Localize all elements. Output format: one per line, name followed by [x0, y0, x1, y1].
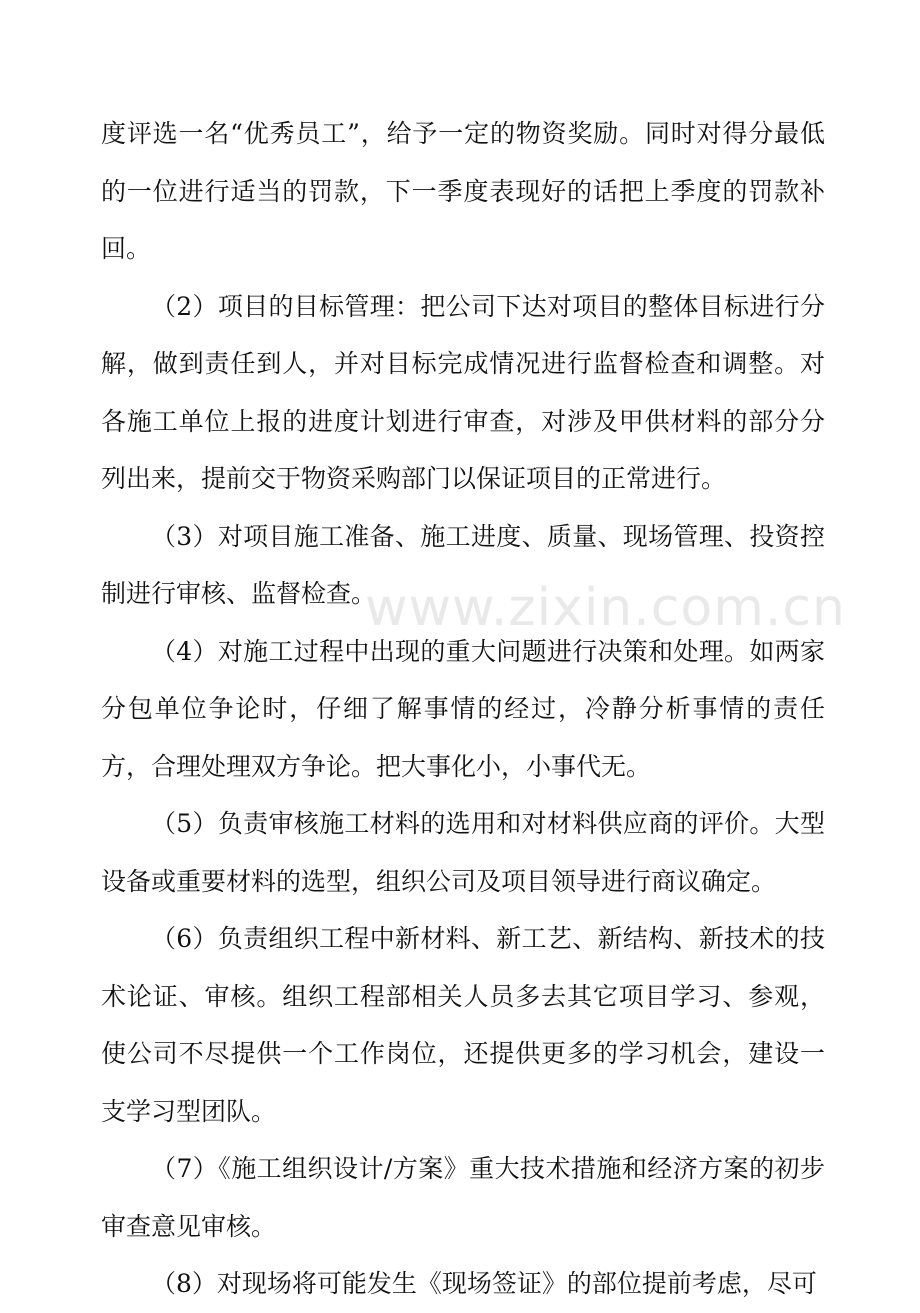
paragraph-item-7: （7）《施工组织设计/方案》重大技术措施和经济方案的初步审查意见审核。 [101, 1154, 825, 1241]
paragraph-item-8: （8）对现场将可能发生《现场签证》的部位提前考虑，尽可 [151, 1269, 817, 1298]
paragraph-item-2: （2）项目的目标管理：把公司下达对项目的整体目标进行分解，做到责任到人，并对目标完成情况进行监督检查和调整。对各施工单位上报的进度计划进行审查，对涉及甲供材料的部分分列出来，提前交于物资采购部门以保证项目的正常进行。 [101, 291, 825, 493]
paragraph-item-6: （6）负责组织工程中新材料、新工艺、新结构、新技术的技术论证、审核。组织工程部相关人员多去其它项目学习、参观，使公司不尽提供一个工作岗位，还提供更多的学习机会，建设一支学习型团队。 [101, 924, 825, 1126]
body-text [101, 105, 825, 1313]
paragraph-item-3: （3）对项目施工准备、施工进度、质量、现场管理、投资控制进行审核、监督检查。 [101, 521, 825, 608]
paragraph-item-5: （5）负责审核施工材料的选用和对材料供应商的评价。大型设备或重要材料的选型，组织公司及项目领导进行商议确定。 [101, 809, 825, 896]
watermark: www.zixin.com.cn [365, 578, 846, 638]
paragraph-item-4: （4）对施工过程中出现的重大问题进行决策和处理。如两家分包单位争论时，仔细了解事情的经过，冷静分析事情的责任方，合理处理双方争论。把大事化小，小事代无。 [101, 636, 825, 781]
paragraph-continuation: 度评选一名“优秀员工”，给予一定的物资奖励。同时对得分最低的一位进行适当的罚款，下一季度表现好的话把上季度的罚款补回。 [101, 119, 825, 263]
